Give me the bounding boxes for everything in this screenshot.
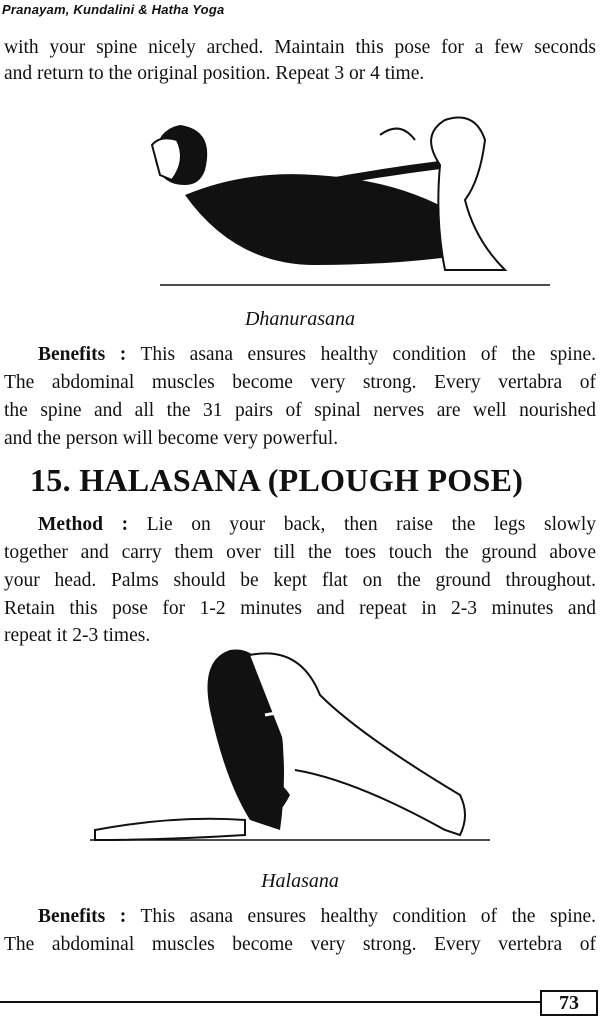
page-number: 73 — [540, 990, 598, 1016]
running-header: Pranayam, Kundalini & Hatha Yoga — [2, 2, 225, 17]
section-heading: 15. HALASANA (PLOUGH POSE) — [30, 462, 524, 498]
dhanurasana-illustration — [140, 95, 560, 295]
body-text: Lie on your back, then raise the legs slowly — [146, 514, 597, 535]
halasana-illustration — [90, 645, 510, 865]
benefits-line — [4, 904, 596, 930]
body-line: The abdominal muscles become very strong. Every vertabra of — [4, 372, 596, 393]
body-line: The abdominal muscles become very strong. Every vertebra of — [4, 934, 596, 955]
body-line: with your spine nicely arched. Maintain this pose for a few seconds — [4, 37, 596, 58]
body-line: repeat it 2-3 times. — [4, 625, 151, 646]
body-line: Retain this pose for 1-2 minutes and repeat in 2-3 minutes and — [4, 598, 596, 619]
body-text: This asana ensures healthy condition of the spine. — [140, 344, 596, 365]
body-line: the spine and all the 31 pairs of spinal nerves are well nourished — [4, 400, 596, 421]
body-line: and the person will become very powerful. — [4, 428, 339, 449]
body-line: and return to the original position. Repeat 3 or 4 time. — [4, 63, 425, 84]
footer-rule — [0, 1001, 540, 1003]
method-label: Method : — [38, 514, 129, 535]
benefits-label: Benefits : — [38, 344, 127, 365]
method-line — [4, 512, 596, 538]
figure-caption: Dhanurasana — [244, 308, 355, 330]
figure-caption: Halasana — [261, 870, 339, 892]
benefits-line — [4, 342, 596, 368]
body-text: This asana ensures healthy condition of the spine. — [140, 906, 596, 927]
body-line: your head. Palms should be kept flat on the ground throughout. — [4, 570, 596, 591]
body-line: together and carry them over till the toes touch the ground above — [4, 542, 596, 563]
benefits-label: Benefits : — [38, 906, 127, 927]
